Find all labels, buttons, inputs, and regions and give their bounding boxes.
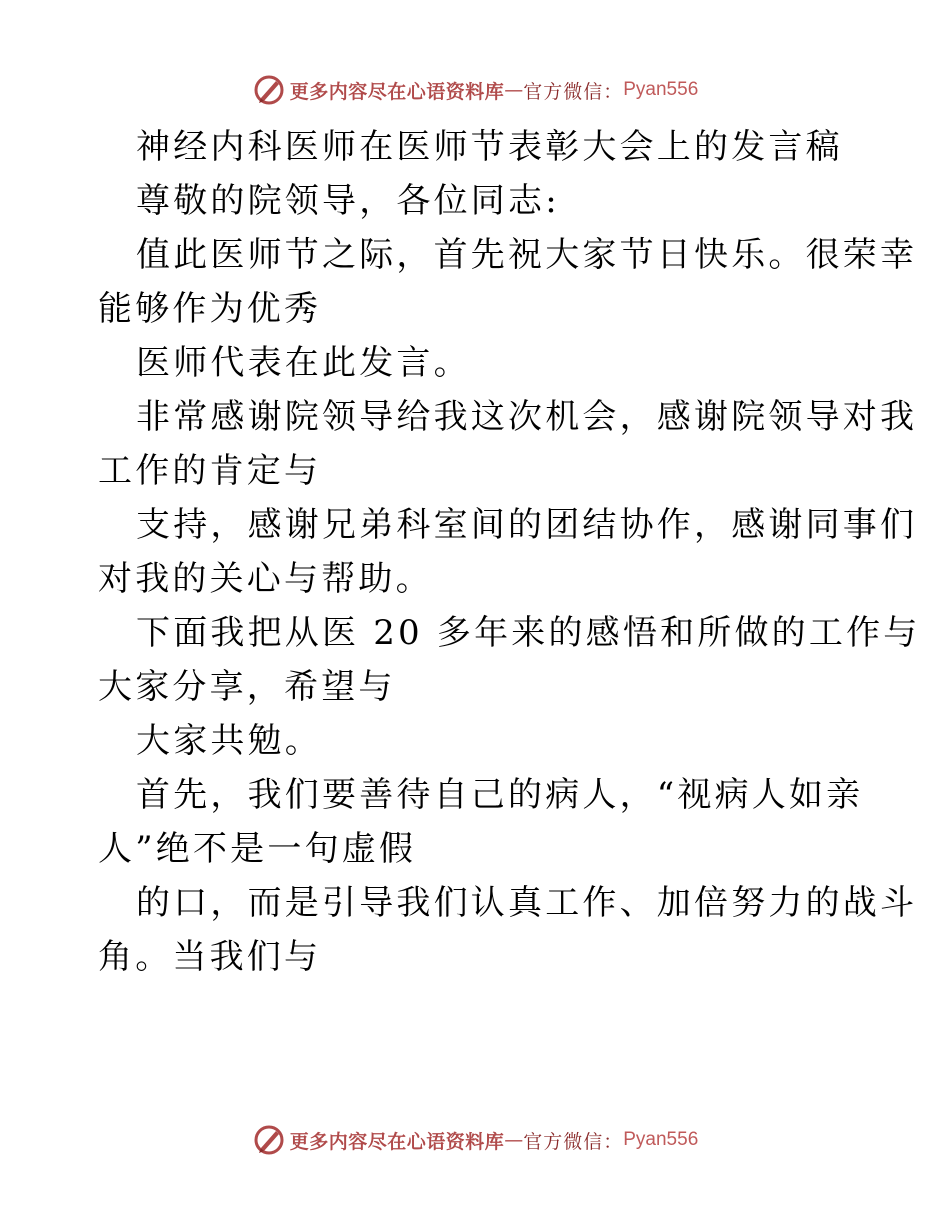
salutation: 尊敬的院领导，各位同志: (136, 181, 560, 221)
banner-main-text: 更多内容尽在心语资料库 (289, 1130, 505, 1153)
body-line: 大家分享，希望与 (98, 667, 396, 707)
footer-banner (0, 1120, 950, 1160)
body-line: 首先，我们要善待自己的病人，“视病人如亲 (136, 775, 864, 815)
banner-separator: — (504, 1129, 524, 1151)
body-line: 角。当我们与 (98, 937, 322, 977)
banner-separator: — (504, 79, 524, 101)
body-line: 值此医师节之际，首先祝大家节日快乐。很荣幸 (136, 235, 918, 275)
banner-wechat-label: 官方微信： (523, 80, 624, 103)
pen-circle-logo-icon (252, 1123, 286, 1157)
body-line: 的口，而是引导我们认真工作、加倍努力的战斗 (136, 883, 918, 923)
pen-circle-logo-icon (252, 73, 286, 107)
body-line: 非常感谢院领导给我这次机会，感谢院领导对我 (136, 397, 918, 437)
body-line: 人”绝不是一句虚假 (98, 829, 417, 869)
body-line: 医师代表在此发言。 (136, 343, 471, 383)
banner-wechat-id: Pyan556 (623, 79, 699, 100)
banner-main-text: 更多内容尽在心语资料库 (289, 80, 505, 103)
body-line: 支持，感谢兄弟科室间的团结协作，感谢同事们 (136, 505, 918, 545)
banner-wechat-label: 官方微信： (523, 1130, 624, 1153)
body-line: 能够作为优秀 (98, 289, 322, 329)
body-line: 对我的关心与帮助。 (98, 559, 433, 599)
document-title: 神经内科医师在医师节表彰大会上的发言稿 (136, 127, 843, 167)
header-banner (0, 70, 950, 110)
banner-wechat-id: Pyan556 (623, 1129, 699, 1150)
body-line: 下面我把从医 20 多年来的感悟和所做的工作与 (136, 613, 921, 653)
body-line: 大家共勉。 (136, 721, 322, 761)
document-body (98, 120, 921, 984)
body-line: 工作的肯定与 (98, 451, 322, 491)
